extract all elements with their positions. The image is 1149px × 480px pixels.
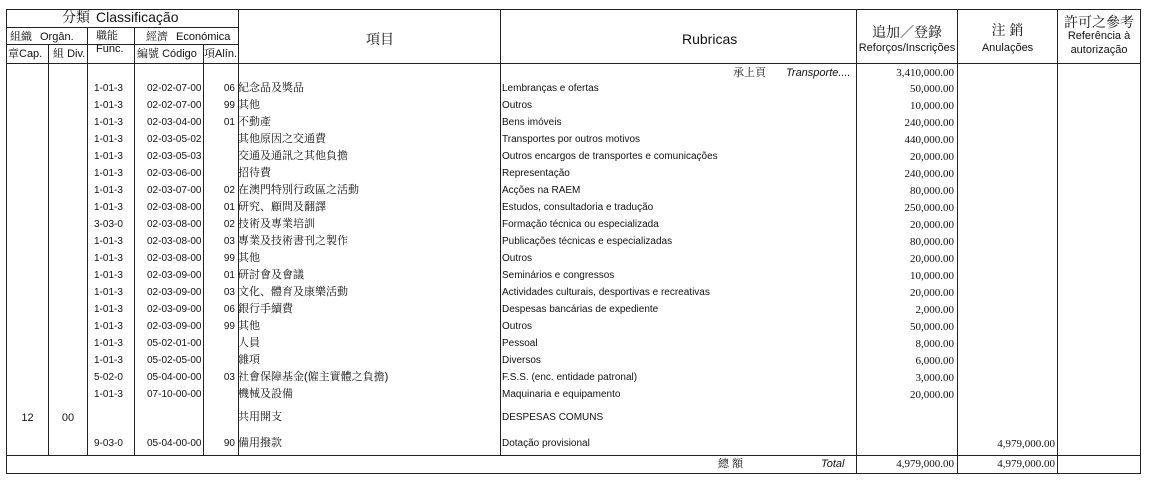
cell-reforco: 8,000.00 xyxy=(915,338,954,350)
cell-func: 5-02-0 xyxy=(94,372,123,383)
header-classification-pt: Classificação xyxy=(96,9,179,25)
cell-reforco: 50,000.00 xyxy=(910,83,954,95)
cell-alin: 02 xyxy=(223,219,235,230)
cell-code: 05-02-01-00 xyxy=(147,338,202,349)
rule-right xyxy=(1140,9,1141,473)
cell-func: 1-01-3 xyxy=(94,389,123,400)
cell-code: 02-03-09-00 xyxy=(147,270,202,281)
cell-code: 02-03-09-00 xyxy=(147,304,202,315)
cell-rubrica-pt: Publicações técnicas e especializadas xyxy=(502,236,673,247)
header-organ-pt: Orgân. xyxy=(40,31,74,43)
cell-item-zh: 招待費 xyxy=(238,167,271,179)
cell-reforco: 80,000.00 xyxy=(910,236,954,248)
cell-item-zh: 銀行手續費 xyxy=(238,303,293,315)
cell-alin: 06 xyxy=(223,304,235,315)
cell-reforco: 3,000.00 xyxy=(915,372,954,384)
cell-func: 1-01-3 xyxy=(94,185,123,196)
rule-anulacoes-referencia xyxy=(1057,9,1058,473)
cell-item-zh: 紀念品及獎品 xyxy=(238,82,304,94)
total-label-pt: Total xyxy=(821,458,845,470)
cell-reforco: 240,000.00 xyxy=(904,168,954,180)
cell-rubrica-pt: F.S.S. (enc. entidade patronal) xyxy=(502,372,638,383)
cell-div: 00 xyxy=(61,412,75,424)
cell-item-zh: 在澳門特別行政區之活動 xyxy=(238,184,359,196)
cell-func: 9-03-0 xyxy=(94,438,123,449)
header-item-zh: 項目 xyxy=(366,31,394,47)
header-referencia-zh: 許可之參考 xyxy=(1064,14,1134,30)
cell-alin: 01 xyxy=(223,270,235,281)
cell-func: 1-01-3 xyxy=(94,338,123,349)
cell-item-zh: 研討會及會議 xyxy=(238,269,304,281)
header-anulacoes-pt: Anulações xyxy=(981,42,1034,54)
cell-code: 02-02-07-00 xyxy=(147,83,202,94)
cell-code: 05-04-00-00 xyxy=(147,438,202,449)
header-classification-zh: 分類 xyxy=(62,9,90,25)
cell-func: 1-01-3 xyxy=(94,202,123,213)
cell-cap: 12 xyxy=(21,412,34,424)
cell-alin: 01 xyxy=(223,117,235,128)
header-organ-zh: 組織 xyxy=(10,31,32,43)
cell-code: 02-03-09-00 xyxy=(147,321,202,332)
cell-reforco: 20,000.00 xyxy=(910,219,954,231)
header-econ-zh: 經濟 xyxy=(146,31,168,43)
cell-item-zh: 其他 xyxy=(238,320,260,332)
cell-rubrica-pt: Representação xyxy=(502,168,570,179)
cell-reforco: 240,000.00 xyxy=(904,117,954,129)
cell-rubrica-pt: DESPESAS COMUNS xyxy=(502,412,604,423)
cell-reforco: 20,000.00 xyxy=(910,389,954,401)
cell-rubrica-pt: Bens imóveis xyxy=(502,117,562,128)
cell-alin: 02 xyxy=(223,185,235,196)
cell-code: 02-03-08-00 xyxy=(147,236,202,247)
header-referencia-pt-2: autorização xyxy=(1070,44,1128,56)
cell-item-zh: 研究、顧問及翻譯 xyxy=(238,201,326,213)
cell-func: 1-01-3 xyxy=(94,236,123,247)
header-alin-pt: Alín. xyxy=(215,48,238,60)
total-reforcos: 4,979,000.00 xyxy=(896,458,954,470)
cell-rubrica-pt: Outros xyxy=(502,321,533,332)
cell-func: 1-01-3 xyxy=(94,253,123,264)
cell-alin: 01 xyxy=(223,202,235,213)
cell-code: 02-03-05-02 xyxy=(147,134,202,145)
cell-code: 02-03-09-00 xyxy=(147,287,202,298)
header-reforcos-pt: Reforços/Inscrições xyxy=(858,42,956,54)
cell-reforco: 50,000.00 xyxy=(910,321,954,333)
transport-amount: 3,410,000.00 xyxy=(896,67,954,79)
cell-rubrica-pt: Outros xyxy=(502,253,533,264)
cell-reforco: 20,000.00 xyxy=(910,287,954,299)
cell-code: 02-03-08-00 xyxy=(147,219,202,230)
header-cap xyxy=(8,48,42,61)
cell-alin: 03 xyxy=(223,287,235,298)
cell-rubrica-pt: Despesas bancárias de expediente xyxy=(502,304,659,315)
cell-item-zh: 雜項 xyxy=(238,354,260,366)
cell-item-zh: 交通及通訊之其他負擔 xyxy=(238,150,348,162)
cell-code: 02-03-05-03 xyxy=(147,151,202,162)
cell-reforco: 80,000.00 xyxy=(910,185,954,197)
classification-subrule-1 xyxy=(6,27,238,28)
cell-func: 1-01-3 xyxy=(94,321,123,332)
header-code xyxy=(137,48,197,61)
cell-reforco: 20,000.00 xyxy=(910,151,954,163)
table-bottom-border xyxy=(6,473,1141,474)
header-reforcos-zh: 追加／登錄 xyxy=(872,24,942,40)
cell-reforco: 6,000.00 xyxy=(915,355,954,367)
cell-rubrica-pt: Outros xyxy=(502,100,533,111)
cell-reforco: 20,000.00 xyxy=(910,253,954,265)
rule-reforcos-anulacoes xyxy=(957,9,958,473)
cell-item-zh: 其他 xyxy=(238,99,260,111)
cell-alin: 99 xyxy=(223,253,235,264)
cell-rubrica-pt: Acções na RAEM xyxy=(502,185,581,196)
cell-func: 1-01-3 xyxy=(94,100,123,111)
cell-reforco: 10,000.00 xyxy=(910,270,954,282)
header-bottom-border xyxy=(6,63,1141,64)
cell-rubrica-pt: Diversos xyxy=(502,355,541,366)
cell-item-zh: 專業及技術書刊之製作 xyxy=(238,235,348,247)
cell-code: 05-02-05-00 xyxy=(147,355,202,366)
cell-rubrica-pt: Transportes por outros motivos xyxy=(502,134,641,145)
cell-anulacao: 4,979,000.00 xyxy=(997,438,1055,450)
header-rubricas: Rubricas xyxy=(682,31,738,47)
cell-alin: 99 xyxy=(223,100,235,111)
rule-cap-div xyxy=(48,44,49,455)
cell-code: 02-03-08-00 xyxy=(147,202,202,213)
cell-func: 1-01-3 xyxy=(94,304,123,315)
cell-alin: 03 xyxy=(223,236,235,247)
header-econ-pt: Económica xyxy=(176,31,231,43)
cell-rubrica-pt: Actividades culturais, desportivas e recreativas xyxy=(502,287,710,298)
cell-code: 07-10-00-00 xyxy=(147,389,202,400)
cell-rubrica-pt: Formação técnica ou especializada xyxy=(502,219,659,230)
cell-item-zh: 技術及專業培訓 xyxy=(238,218,315,230)
cell-reforco: 440,000.00 xyxy=(904,134,954,146)
cell-code: 05-04-00-00 xyxy=(147,372,202,383)
header-func-pt: Func. xyxy=(96,43,124,55)
cell-code: 02-03-07-00 xyxy=(147,185,202,196)
cell-rubrica-pt: Maquinaria e equipamento xyxy=(502,389,621,400)
cell-alin: 99 xyxy=(223,321,235,332)
cell-alin: 06 xyxy=(223,83,235,94)
cell-rubrica-pt: Outros encargos de transportes e comunicações xyxy=(502,151,718,162)
rule-organ-func xyxy=(87,27,88,455)
header-div-zh: 組 xyxy=(53,48,64,60)
header-alin xyxy=(204,48,237,61)
header-referencia-pt-1: Referência à xyxy=(1067,30,1131,42)
cell-code: 02-02-07-00 xyxy=(147,100,202,111)
header-code-pt: Código xyxy=(162,48,197,60)
header-div xyxy=(53,48,85,61)
cell-item-zh: 備用撥款 xyxy=(238,437,282,449)
cell-rubrica-pt: Dotação provisional xyxy=(502,438,590,449)
cell-reforco: 10,000.00 xyxy=(910,100,954,112)
cell-func: 1-01-3 xyxy=(94,287,123,298)
cell-alin: 03 xyxy=(223,372,235,383)
cell-func: 1-01-3 xyxy=(94,270,123,281)
cell-item-zh: 其他 xyxy=(238,252,260,264)
transport-label-pt: Transporte.... xyxy=(786,67,851,79)
header-cap-pt: Cap. xyxy=(19,48,43,60)
cell-func: 1-01-3 xyxy=(94,355,123,366)
header-cap-zh: 章 xyxy=(8,48,19,60)
total-anulacoes: 4,979,000.00 xyxy=(997,458,1055,470)
cell-code: 02-03-04-00 xyxy=(147,117,202,128)
cell-func: 1-01-3 xyxy=(94,151,123,162)
rule-item-rubricas xyxy=(500,9,501,455)
cell-code: 02-03-06-00 xyxy=(147,168,202,179)
cell-item-zh: 人員 xyxy=(238,337,260,349)
header-code-zh: 編號 xyxy=(137,48,159,60)
cell-item-zh: 文化、體育及康樂活動 xyxy=(238,286,348,298)
cell-func: 1-01-3 xyxy=(94,117,123,128)
cell-func: 1-01-3 xyxy=(94,83,123,94)
cell-rubrica-pt: Estudos, consultadoria e tradução xyxy=(502,202,654,213)
cell-func: 1-01-3 xyxy=(94,168,123,179)
header-anulacoes-zh: 注 銷 xyxy=(991,22,1024,38)
cell-reforco: 250,000.00 xyxy=(904,202,954,214)
cell-item-zh: 不動產 xyxy=(238,116,271,128)
cell-rubrica-pt: Pessoal xyxy=(502,338,538,349)
cell-func: 3-03-0 xyxy=(94,219,123,230)
cell-rubrica-pt: Seminários e congressos xyxy=(502,270,615,281)
cell-item-zh: 社會保障基金(僱主實體之負擔) xyxy=(238,371,389,383)
header-func-zh: 職能 xyxy=(96,30,118,42)
transport-label-zh: 承上頁 xyxy=(733,67,766,79)
header-alin-zh: 項 xyxy=(204,48,215,60)
total-top-border xyxy=(6,455,1141,456)
cell-code: 02-03-08-00 xyxy=(147,253,202,264)
cell-reforco: 2,000.00 xyxy=(915,304,954,316)
cell-func: 1-01-3 xyxy=(94,134,123,145)
total-label-zh: 總 額 xyxy=(718,458,744,470)
rule-code-alin xyxy=(203,44,204,455)
header-div-pt: Div. xyxy=(67,48,86,60)
rule-left xyxy=(6,9,7,473)
cell-rubrica-pt: Lembranças e ofertas xyxy=(502,83,599,94)
cell-item-zh: 其他原因之交通費 xyxy=(238,133,326,145)
cell-item-zh: 共用開支 xyxy=(238,411,282,423)
rule-func-econ xyxy=(134,27,135,455)
cell-item-zh: 機械及設備 xyxy=(238,388,293,400)
cell-alin: 90 xyxy=(223,438,235,449)
